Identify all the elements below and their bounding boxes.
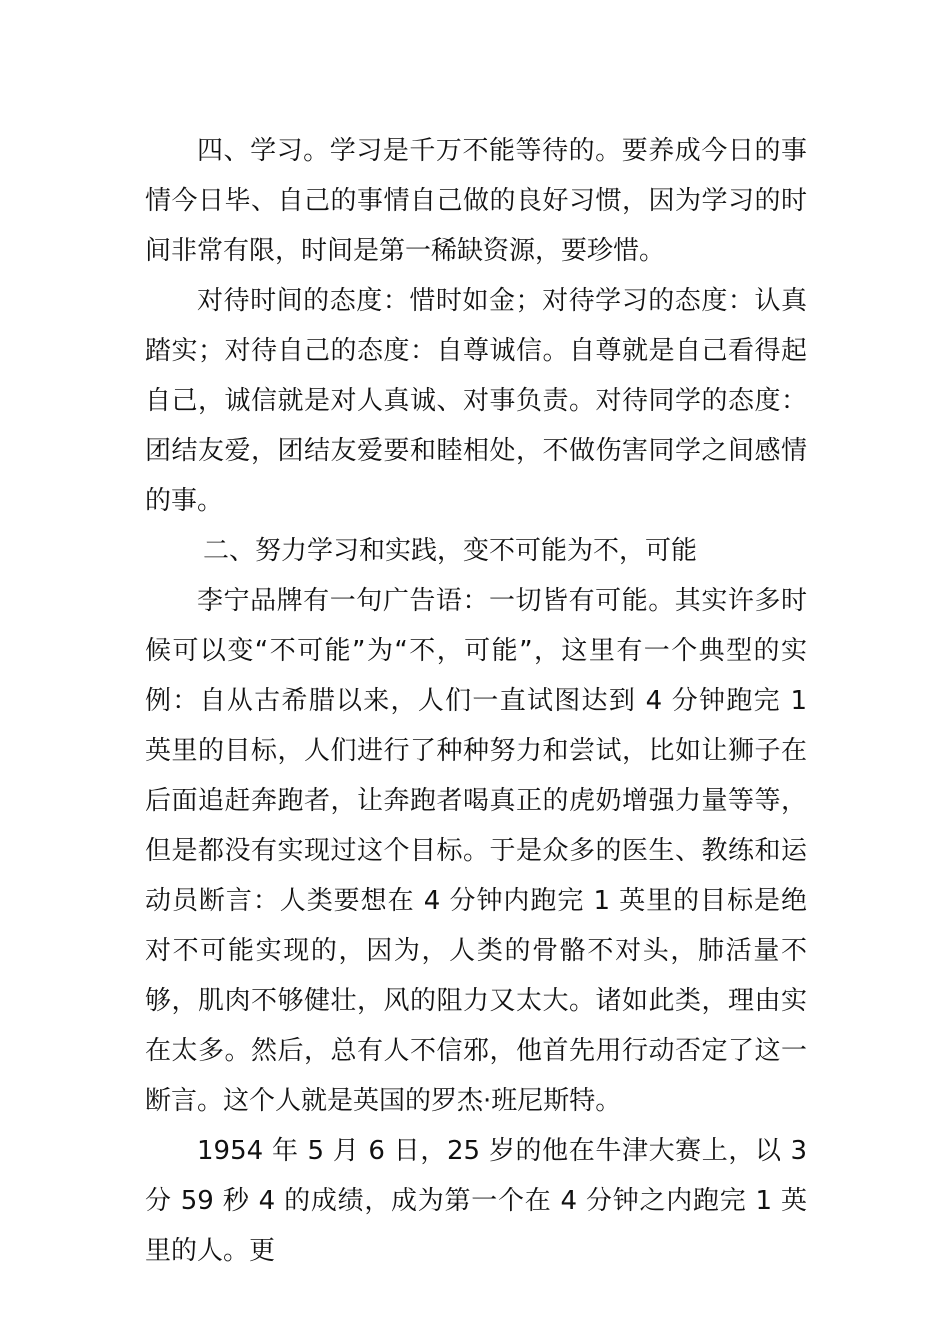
paragraph-li-ning-example: 李宁品牌有一句广告语：一切皆有可能。其实许多时候可以变“不可能”为“不，可能”，这里有一个典型的实例：自从古希腊以来，人们一直试图达到 4 分钟跑完 1 英里的目标，人们进行了种种努力和尝试，比如让狮子在后面追赶奔跑者，让奔跑者喝真正的虎奶增强力量等等，但是都没有实现过这个目标。于是众多的医生、教练和运动员断言：人类要想在 4 分钟内跑完 1 英里的目标是绝对不可能实现的，因为，人类的骨骼不对头，肺活量不够，肌肉不够健壮，风的阻力又太大。诸如此类，理由实在太多。然后，总有人不信邪，他首先用行动否定了这一断言。这个人就是英国的罗杰·班尼斯特。: [145, 586, 807, 1116]
paragraph-bannister-record: 1954 年 5 月 6 日，25 岁的他在牛津大赛上，以 3 分 59 秒 4 的成绩，成为第一个在 4 分钟之内跑完 1 英里的人。更: [145, 1136, 807, 1266]
paragraph-study-habits: 四、学习。学习是千万不能等待的。要养成今日的事情今日毕、自己的事情自己做的良好习惯，因为学习的时间非常有限，时间是第一稀缺资源，要珍惜。: [145, 136, 807, 266]
document-body: [145, 126, 807, 1276]
section-heading: 二、努力学习和实践，变不可能为不，可能: [203, 536, 698, 566]
paragraph-attitudes: 对待时间的态度：惜时如金；对待学习的态度：认真踏实；对待自己的态度：自尊诚信。自尊就是自己看得起自己，诚信就是对人真诚、对事负责。对待同学的态度：团结友爱，团结友爱要和睦相处，不做伤害同学之间感情的事。: [145, 286, 807, 516]
